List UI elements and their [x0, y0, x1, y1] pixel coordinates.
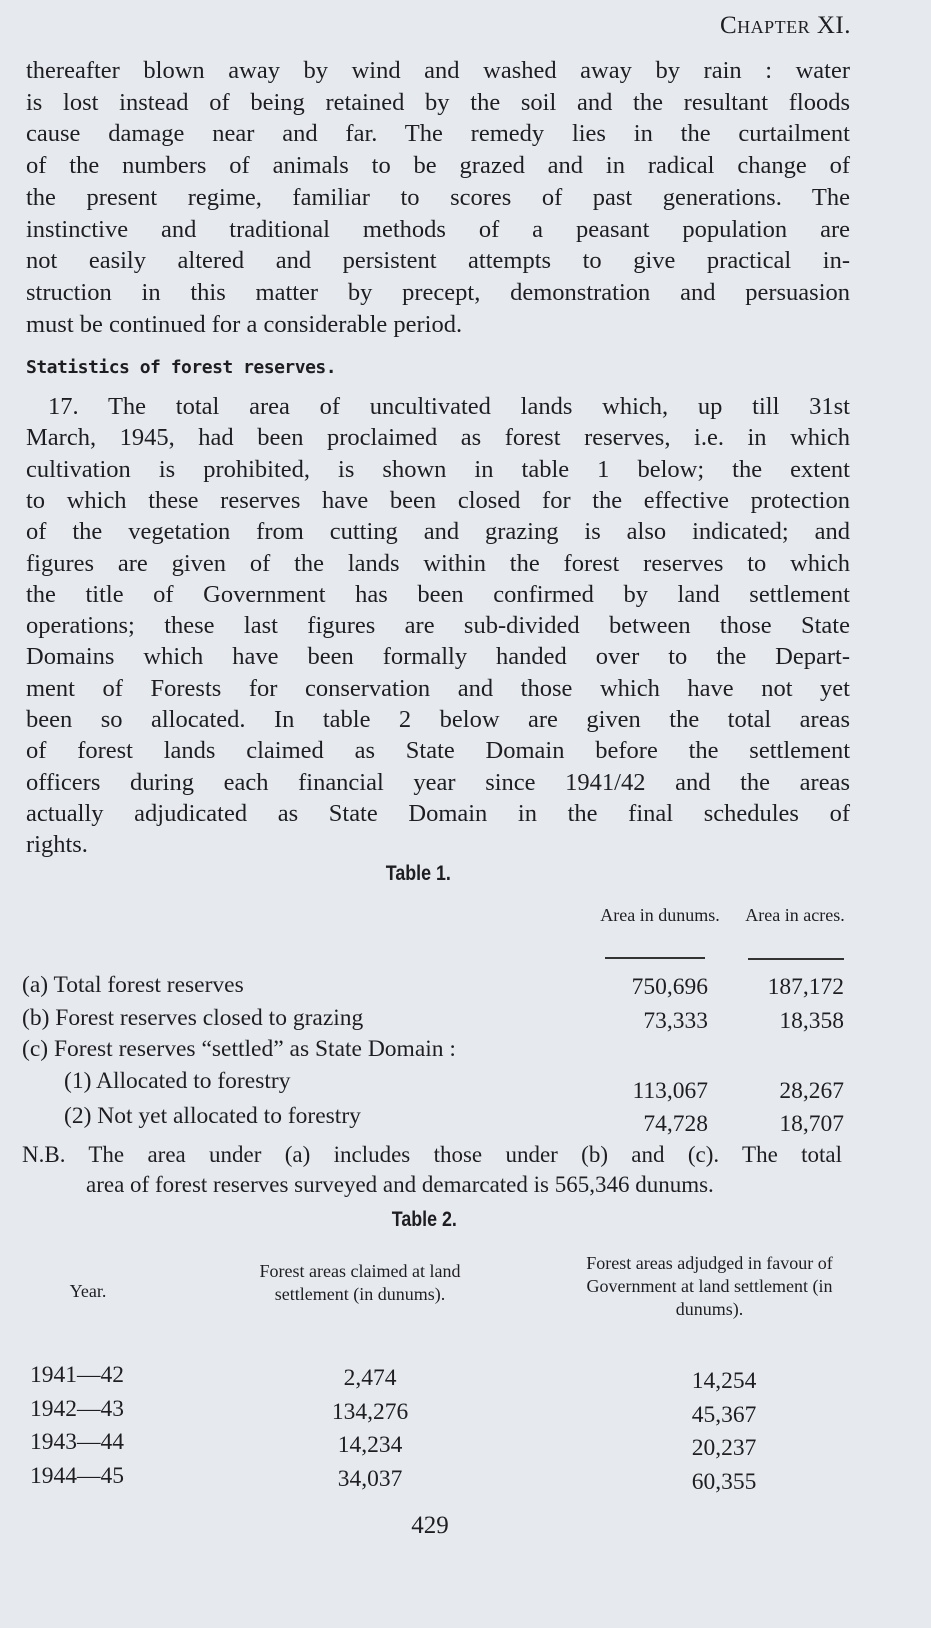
text-line: cause damage near and far. The remedy lies in the curtailment [26, 120, 850, 148]
text-line: ment of Forests for conservation and those which have not yet [26, 674, 850, 702]
table1-cell-dunums: 113,067 [632, 1078, 708, 1104]
text-line: Domains which have been formally handed over to the Depart- [26, 643, 850, 671]
section-heading: Statistics of forest reserves. [26, 357, 337, 378]
table1-row-label: (c) Forest reserves “settled” as State Domain : [22, 1036, 456, 1062]
text-line: is lost instead of being retained by the soil and the resultant floods [26, 88, 850, 116]
table2-cell-claimed: 34,037 [337, 1466, 403, 1492]
text-line: not easily altered and persistent attempts to give practical in- [26, 247, 850, 275]
text-line: the present regime, familiar to scores of past generations. The [26, 183, 850, 211]
table2-cell-adjudged: 20,237 [691, 1435, 757, 1461]
text-line: cultivation is prohibited, is shown in table 1 below; the extent [26, 455, 850, 483]
text-line: struction in this matter by precept, demonstration and persuasion [26, 278, 850, 306]
table1-cell-dunums: 73,333 [643, 1008, 708, 1034]
table1-cell-acres: 187,172 [767, 974, 844, 1000]
table2-header-adjudged: Forest areas adjudged in favour of Government at land settlement (in dunums). [586, 1253, 833, 1319]
table1-note: area of forest reserves surveyed and demarcated is 565,346 dunums. [86, 1172, 714, 1197]
text-line: thereafter blown away by wind and washed away by rain : water [26, 57, 850, 84]
text-line: 17. The total area of uncultivated lands which, up till 31st [48, 393, 850, 420]
text-line: to which these reserves have been closed for the effective protection [26, 486, 850, 514]
table2-cell-year: 1943—44 [30, 1429, 124, 1455]
table1-header-acres: Area in acres. [745, 905, 845, 925]
table1-title: Table 1. [385, 862, 451, 885]
table1-row-label: (2) Not yet allocated to forestry [64, 1103, 361, 1129]
text-line: been so allocated. In table 2 below are given the total areas [26, 706, 850, 733]
table2-title: Table 2. [391, 1208, 457, 1231]
table1-cell-acres: 18,358 [779, 1008, 844, 1034]
table2-cell-year: 1941—42 [30, 1362, 124, 1388]
table1-rule [748, 958, 844, 960]
table2-cell-year: 1942—43 [30, 1396, 124, 1422]
table2-cell-year: 1944—45 [30, 1463, 124, 1489]
table1-cell-acres: 28,267 [779, 1078, 844, 1104]
table2-header-claimed: Forest areas claimed at land settlement (in dunums). [259, 1261, 461, 1304]
table2-cell-claimed: 2,474 [343, 1365, 397, 1391]
text-line: must be continued for a considerable period. [26, 310, 463, 338]
table1-header-dunums: Area in dunums. [600, 905, 720, 925]
chapter-header: Chapter XI. [719, 12, 851, 39]
text-line: officers during each financial year since 1941/42 and the areas [26, 768, 850, 796]
table2-cell-claimed: 134,276 [331, 1399, 409, 1425]
text-line: of the vegetation from cutting and grazing is also indicated; and [26, 518, 850, 546]
text-line: instinctive and traditional methods of a peasant population are [26, 215, 850, 243]
table2-cell-claimed: 14,234 [337, 1432, 403, 1458]
table2-cell-adjudged: 60,355 [691, 1469, 757, 1495]
table1-cell-dunums: 74,728 [643, 1111, 708, 1137]
text-line: actually adjudicated as State Domain in the final schedules of [26, 799, 850, 827]
table2-header-year: Year. [69, 1281, 107, 1301]
text-line: March, 1945, had been proclaimed as forest reserves, i.e. in which [26, 424, 850, 452]
table1-row-label: (b) Forest reserves closed to grazing [22, 1005, 364, 1031]
table1-row-label: (1) Allocated to forestry [64, 1068, 291, 1094]
text-line: operations; these last figures are sub-divided between those State [26, 612, 850, 640]
table2-cell-adjudged: 14,254 [691, 1368, 757, 1394]
table1-row-label: (a) Total forest reserves [22, 972, 244, 998]
table1-cell-acres: 18,707 [779, 1111, 844, 1137]
table1-cell-dunums: 750,696 [631, 974, 708, 1000]
text-line: figures are given of the lands within the forest reserves to which [26, 549, 850, 577]
text-line: of the numbers of animals to be grazed and in radical change of [26, 152, 850, 180]
text-line: rights. [26, 831, 88, 859]
page-number: 429 [411, 1512, 449, 1539]
text-line: the title of Government has been confirmed by land settlement [26, 580, 850, 608]
text-line: of forest lands claimed as State Domain before the settlement [26, 737, 850, 765]
table2-cell-adjudged: 45,367 [691, 1402, 757, 1428]
table1-note: N.B. The area under (a) includes those under (b) and (c). The total [22, 1142, 842, 1167]
table1-rule [605, 957, 705, 959]
